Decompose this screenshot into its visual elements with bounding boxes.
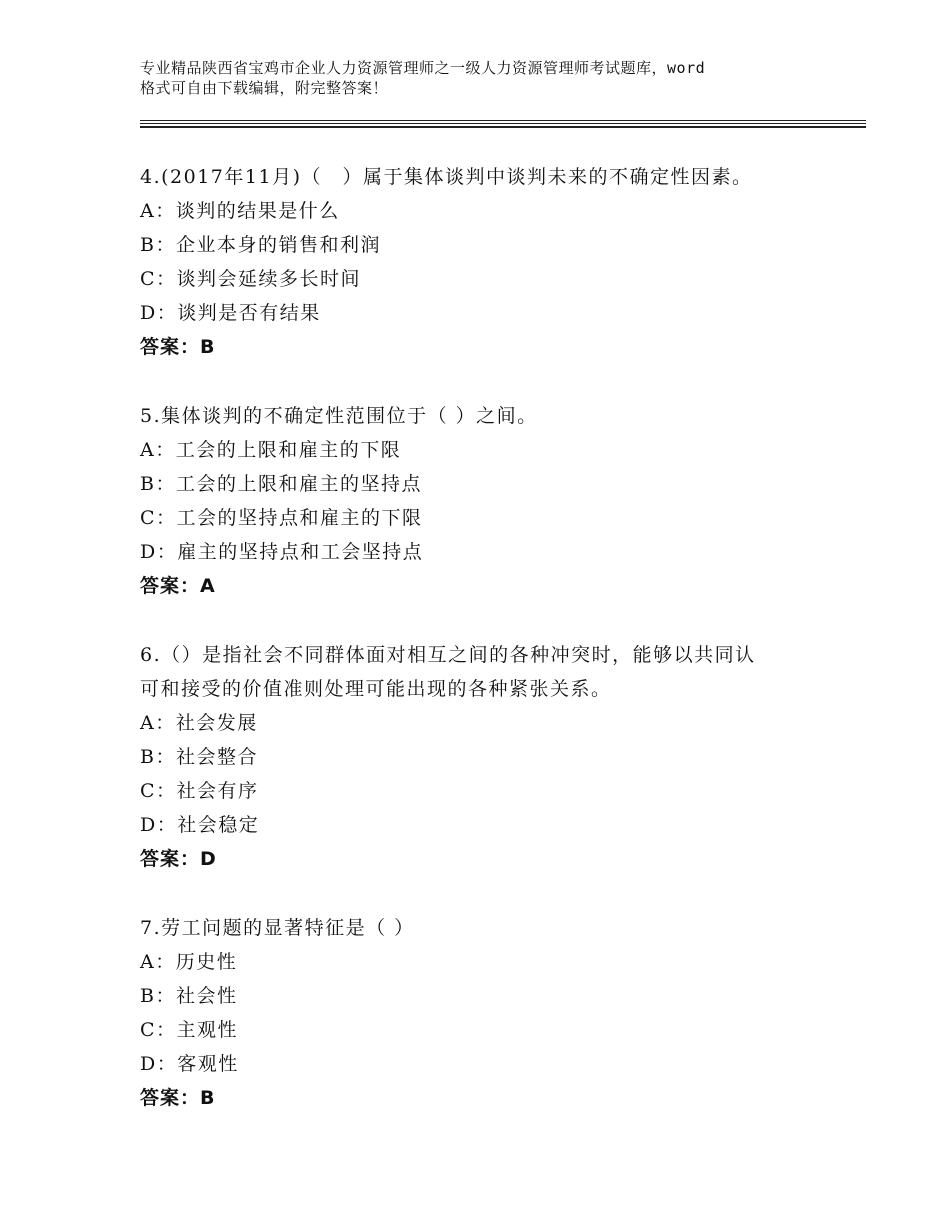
question-5 — [140, 399, 820, 603]
document-header — [140, 58, 840, 98]
header-rule-bottom — [140, 126, 866, 128]
question-stem: 4.(2017年11月)（ ）属于集体谈判中谈判未来的不确定性因素。 — [140, 166, 753, 188]
header-rule-middle — [140, 123, 866, 124]
question-stem-line-2: 可和接受的价值准则处理可能出现的各种紧张关系。 — [140, 678, 612, 700]
question-stem: 7.劳工问题的显著特征是（ ） — [140, 917, 415, 939]
option-b: B：企业本身的销售和利润 — [140, 234, 381, 256]
option-c: C：谈判会延续多长时间 — [140, 268, 362, 290]
option-a: A：社会发展 — [140, 712, 258, 734]
answer-text: 答案：D — [140, 848, 217, 870]
question-6 — [140, 638, 820, 876]
option-a: A：历史性 — [140, 951, 238, 973]
question-4 — [140, 160, 820, 364]
answer-text: 答案：A — [140, 575, 216, 597]
option-a: A：工会的上限和雇主的下限 — [140, 439, 402, 461]
question-7 — [140, 911, 820, 1115]
header-rule-top — [140, 120, 866, 121]
option-b: B：社会整合 — [140, 746, 258, 768]
header-line-1: 专业精品陕西省宝鸡市企业人力资源管理师之一级人力资源管理师考试题库，word — [140, 59, 706, 77]
option-c: C：主观性 — [140, 1019, 239, 1041]
option-d: D：客观性 — [140, 1053, 239, 1075]
question-stem-line-1: 6.（）是指社会不同群体面对相互之间的各种冲突时，能够以共同认 — [140, 644, 756, 666]
answer-text: 答案：B — [140, 336, 216, 358]
option-d: D：谈判是否有结果 — [140, 302, 321, 324]
option-d: D：社会稳定 — [140, 814, 260, 836]
option-c: C：工会的坚持点和雇主的下限 — [140, 507, 423, 529]
option-b: B：社会性 — [140, 985, 238, 1007]
option-c: C：社会有序 — [140, 780, 259, 802]
option-d: D：雇主的坚持点和工会坚持点 — [140, 541, 424, 563]
option-b: B：工会的上限和雇主的坚持点 — [140, 473, 422, 495]
option-a: A：谈判的结果是什么 — [140, 200, 340, 222]
answer-text: 答案：B — [140, 1087, 216, 1109]
header-line-2: 格式可自由下载编辑，附完整答案！ — [140, 79, 389, 97]
question-stem: 5.集体谈判的不确定性范围位于（ ）之间。 — [140, 405, 538, 427]
